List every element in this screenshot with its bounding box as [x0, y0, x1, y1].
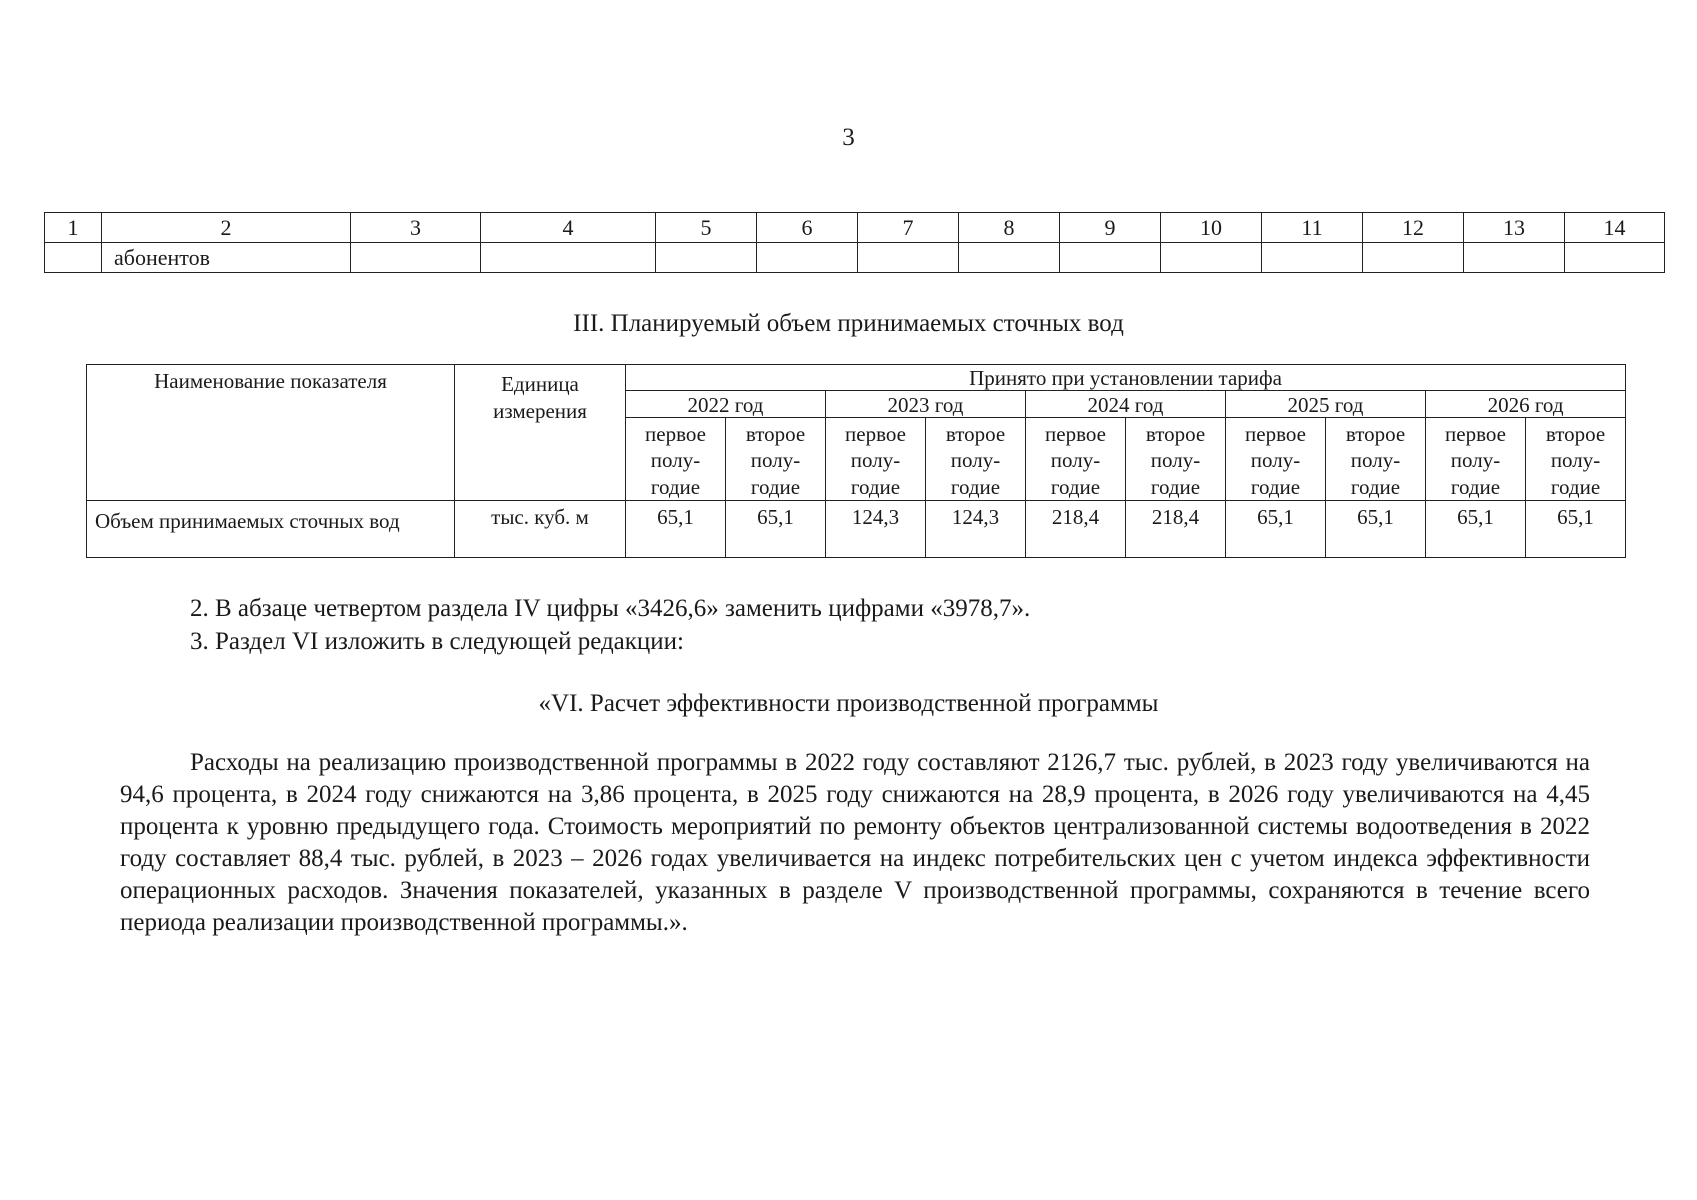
column-number: 10 [1161, 213, 1262, 243]
table-cell [481, 243, 656, 273]
column-number: 7 [858, 213, 959, 243]
value-cell: 65,1 [1526, 501, 1626, 558]
half-year-header: первое полу- годие [1426, 418, 1526, 501]
half-year-header: второе полу- годие [1526, 418, 1626, 501]
half-year-header: первое полу- годие [1026, 418, 1126, 501]
page-number: 3 [842, 124, 855, 151]
half-year-header: второе полу- годие [926, 418, 1026, 501]
half-year-header: второе полу- годие [726, 418, 826, 501]
year-header: 2023 год [826, 391, 1026, 418]
column-number: 14 [1565, 213, 1665, 243]
value-cell: 65,1 [626, 501, 726, 558]
half-year-header: второе полу- годие [1126, 418, 1226, 501]
indicator-name-header: Наименование показателя [87, 365, 455, 501]
half-year-header: второе полу- годие [1326, 418, 1426, 501]
year-header: 2024 год [1026, 391, 1226, 418]
column-number: 2 [102, 213, 351, 243]
table-cell [1060, 243, 1161, 273]
value-cell: 65,1 [1226, 501, 1326, 558]
value-cell: 124,3 [826, 501, 926, 558]
year-header: 2025 год [1226, 391, 1426, 418]
year-header: 2026 год [1426, 391, 1626, 418]
table-cell [858, 243, 959, 273]
table-cell: абонентов [102, 243, 351, 273]
column-number: 1 [45, 213, 102, 243]
continuation-table [44, 212, 1665, 273]
column-number: 12 [1363, 213, 1464, 243]
half-year-header: первое полу- годие [626, 418, 726, 501]
value-cell: 65,1 [726, 501, 826, 558]
table-cell [1464, 243, 1565, 273]
column-number: 13 [1464, 213, 1565, 243]
section-6-body-paragraph: Расходы на реализацию производственной программы в 2022 году составляют 2126,7 тыс. рублей, в 2023 году увеличиваются на 94,6 процента, в 2024 году снижаются на 3,86 процента, в 2025 году снижаются на 28,9 процента, в 2026 году увеличиваются на 4,45 процента к уровню предыдущего года. Стоимость мероприятий по ремонту объектов централизованной системы водоотведения в 2022 году составляет 88,4 тыс. рублей, в 2023 – 2026 годах увеличивается на индекс потребительских цен с учетом индекса эффективности операционных расходов. Значения показателей, указанных в разделе V производственной программы, сохраняются в течение всего периода реализации производственной программы.». [120, 749, 1590, 936]
table-cell [757, 243, 858, 273]
indicator-name-cell: Объем принимаемых сточных вод [87, 501, 455, 558]
column-number: 6 [757, 213, 858, 243]
column-number: 5 [656, 213, 757, 243]
column-number: 11 [1262, 213, 1363, 243]
column-number: 9 [1060, 213, 1161, 243]
table-row [45, 243, 1665, 273]
value-cell: 65,1 [1426, 501, 1526, 558]
tariff-group-header: Принято при установлении тарифа [626, 365, 1626, 391]
column-number: 4 [481, 213, 656, 243]
table-cell [1161, 243, 1262, 273]
unit-header: Единица измерения [455, 365, 626, 501]
amendment-item-3: 3. Раздел VI изложить в следующей редакции: [190, 628, 685, 655]
value-cell: 124,3 [926, 501, 1026, 558]
wastewater-volume-table [86, 364, 1626, 558]
section-3-title: III. Планируемый объем принимаемых сточных вод [573, 310, 1124, 337]
table-cell [351, 243, 481, 273]
half-year-header: первое полу- годие [826, 418, 926, 501]
table-cell [656, 243, 757, 273]
half-year-header: первое полу- годие [1226, 418, 1326, 501]
table-cell [959, 243, 1060, 273]
value-cell: 218,4 [1126, 501, 1226, 558]
table-cell [1262, 243, 1363, 273]
value-cell: 65,1 [1326, 501, 1426, 558]
table-cell [1565, 243, 1665, 273]
column-number: 3 [351, 213, 481, 243]
table-cell [45, 243, 102, 273]
amendment-item-2: 2. В абзаце четвертом раздела IV цифры «3426,6» заменить цифрами «3978,7». [190, 595, 1031, 622]
table-row [87, 501, 1626, 558]
value-cell: 218,4 [1026, 501, 1126, 558]
year-header: 2022 год [626, 391, 826, 418]
column-number: 8 [959, 213, 1060, 243]
table-header-row [45, 213, 1665, 243]
table-cell [1363, 243, 1464, 273]
section-6-title: «VI. Расчет эффективности производственной программы [538, 690, 1159, 717]
unit-cell: тыс. куб. м [455, 501, 626, 558]
